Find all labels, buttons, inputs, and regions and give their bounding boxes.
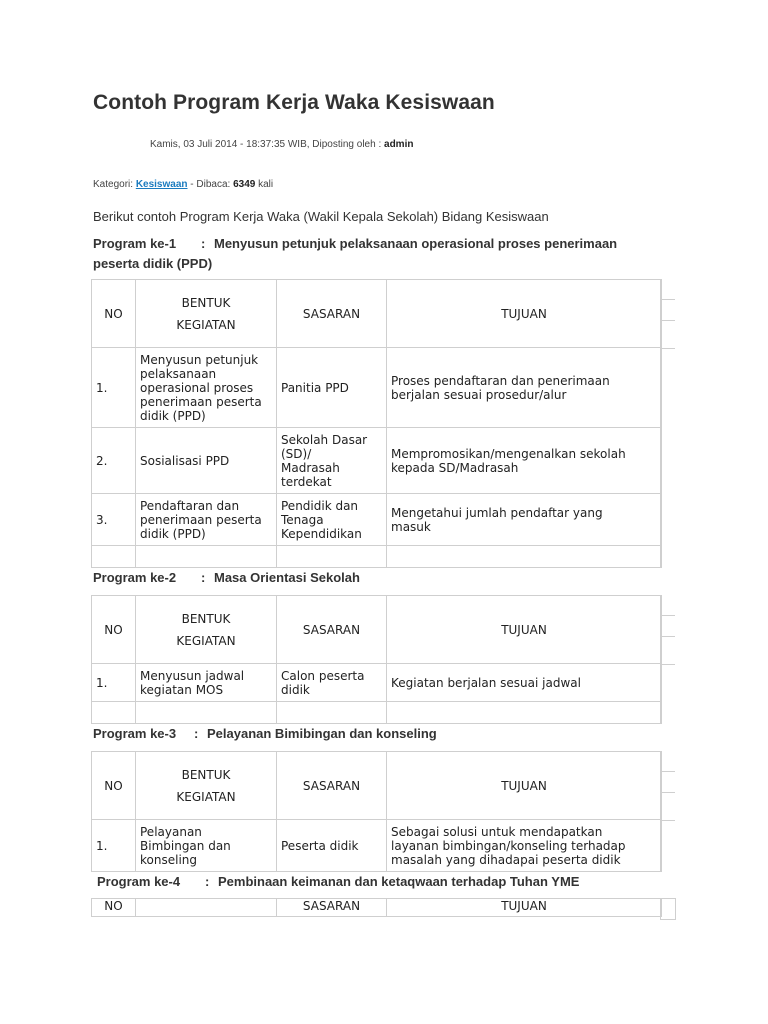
- row-sasaran: Peserta didik: [277, 820, 387, 872]
- empty-row: [92, 546, 662, 568]
- program-label: Program ke-4: [97, 874, 181, 889]
- category-prefix: Kategori:: [93, 179, 136, 190]
- col-sasaran: SASARAN: [277, 752, 387, 820]
- program-name: Pelayanan Bimibingan dan konseling: [207, 726, 437, 741]
- table-extra-column: [660, 751, 675, 871]
- category-link[interactable]: Kesiswaan: [135, 179, 188, 190]
- row-tujuan: Kegiatan berjalan sesuai jadwal: [387, 664, 662, 702]
- program-heading-4: [97, 872, 657, 892]
- row-tujuan: Mengetahui jumlah pendaftar yang masuk: [387, 494, 662, 546]
- col-bentuk: BENTUK KEGIATAN: [136, 280, 277, 348]
- program-colon: :: [205, 874, 210, 889]
- col-no: NO: [92, 752, 136, 820]
- row-tujuan: Sebagai solusi untuk mendapatkan layanan bimbingan/konseling terhadap masalah yang dihadapai peserta didik: [387, 820, 662, 872]
- program-name: Masa Orientasi Sekolah: [214, 570, 360, 585]
- col-bentuk: BENTUK KEGIATAN: [136, 752, 277, 820]
- table-row: [92, 494, 662, 546]
- read-count: 6349: [233, 179, 256, 190]
- program-name-cont: peserta didik (PPD): [93, 256, 213, 271]
- table-extra-column: [660, 279, 675, 567]
- row-no: 1.: [92, 664, 136, 702]
- table-header-row: [92, 752, 662, 820]
- col-bentuk: [136, 899, 277, 917]
- program-name: Menyusun petunjuk pelaksanaan operasional proses penerimaan: [214, 236, 618, 251]
- row-tujuan: Proses pendaftaran dan penerimaan berjalan sesuai prosedur/alur: [387, 348, 662, 428]
- col-sasaran: SASARAN: [277, 280, 387, 348]
- row-no: 1.: [92, 820, 136, 872]
- col-tujuan: TUJUAN: [387, 596, 662, 664]
- program-heading-3: [93, 724, 653, 744]
- col-no: NO: [92, 280, 136, 348]
- program-table-2: [91, 595, 662, 724]
- program-table-3: [91, 751, 662, 872]
- read-suffix: kali: [255, 179, 274, 190]
- row-sasaran: Calon peserta didik: [277, 664, 387, 702]
- row-sasaran: Panitia PPD: [277, 348, 387, 428]
- empty-row: [92, 702, 662, 724]
- program-colon: :: [194, 726, 199, 741]
- row-bentuk: Sosialisasi PPD: [136, 428, 277, 494]
- row-bentuk: Pelayanan Bimbingan dan konseling: [136, 820, 277, 872]
- col-tujuan: TUJUAN: [387, 280, 662, 348]
- col-tujuan: TUJUAN: [387, 752, 662, 820]
- row-no: 2.: [92, 428, 136, 494]
- table-extra-column: [660, 595, 675, 723]
- program-heading-1: [93, 234, 653, 274]
- col-sasaran: SASARAN: [277, 899, 387, 917]
- row-bentuk: Menyusun jadwal kegiatan MOS: [136, 664, 277, 702]
- row-tujuan: Mempromosikan/mengenalkan sekolah kepada SD/Madrasah: [387, 428, 662, 494]
- intro-text: Berikut contoh Program Kerja Waka (Wakil Kepala Sekolah) Bidang Kesiswaan: [93, 209, 549, 224]
- program-colon: :: [201, 570, 206, 585]
- program-name: Pembinaan keimanan dan ketaqwaan terhadap Tuhan YME: [218, 874, 580, 889]
- table-header-row: [92, 280, 662, 348]
- table-row: [92, 348, 662, 428]
- program-label: Program ke-1: [93, 236, 177, 251]
- post-date: Kamis, 03 Juli 2014 - 18:37:35 WIB, Diposting oleh :: [150, 139, 385, 150]
- read-prefix: - Dibaca:: [187, 179, 234, 190]
- table-extra-column: [660, 898, 676, 920]
- row-bentuk: Pendaftaran dan penerimaan peserta didik (PPD): [136, 494, 277, 546]
- program-table-4: [91, 898, 662, 917]
- table-header-row: [92, 899, 662, 917]
- table-row: [92, 428, 662, 494]
- article-title: Contoh Program Kerja Waka Kesiswaan: [93, 91, 495, 114]
- col-tujuan: TUJUAN: [387, 899, 662, 917]
- row-no: 1.: [92, 348, 136, 428]
- col-sasaran: SASARAN: [277, 596, 387, 664]
- category-line: [93, 179, 273, 190]
- row-bentuk: Menyusun petunjuk pelaksanaan operasional proses penerimaan peserta didik (PPD): [136, 348, 277, 428]
- program-label: Program ke-2: [93, 570, 177, 585]
- col-no: NO: [92, 899, 136, 917]
- program-label: Program ke-3: [93, 726, 177, 741]
- row-no: 3.: [92, 494, 136, 546]
- program-colon: :: [201, 236, 206, 251]
- post-meta: [150, 139, 413, 150]
- row-sasaran: Sekolah Dasar (SD)/ Madrasah terdekat: [277, 428, 387, 494]
- post-author[interactable]: admin: [384, 139, 414, 150]
- program-table-1: [91, 279, 662, 568]
- row-sasaran: Pendidik dan Tenaga Kependidikan: [277, 494, 387, 546]
- program-heading-2: [93, 568, 653, 588]
- col-bentuk: BENTUK KEGIATAN: [136, 596, 277, 664]
- table-header-row: [92, 596, 662, 664]
- table-row: [92, 820, 662, 872]
- col-no: NO: [92, 596, 136, 664]
- table-row: [92, 664, 662, 702]
